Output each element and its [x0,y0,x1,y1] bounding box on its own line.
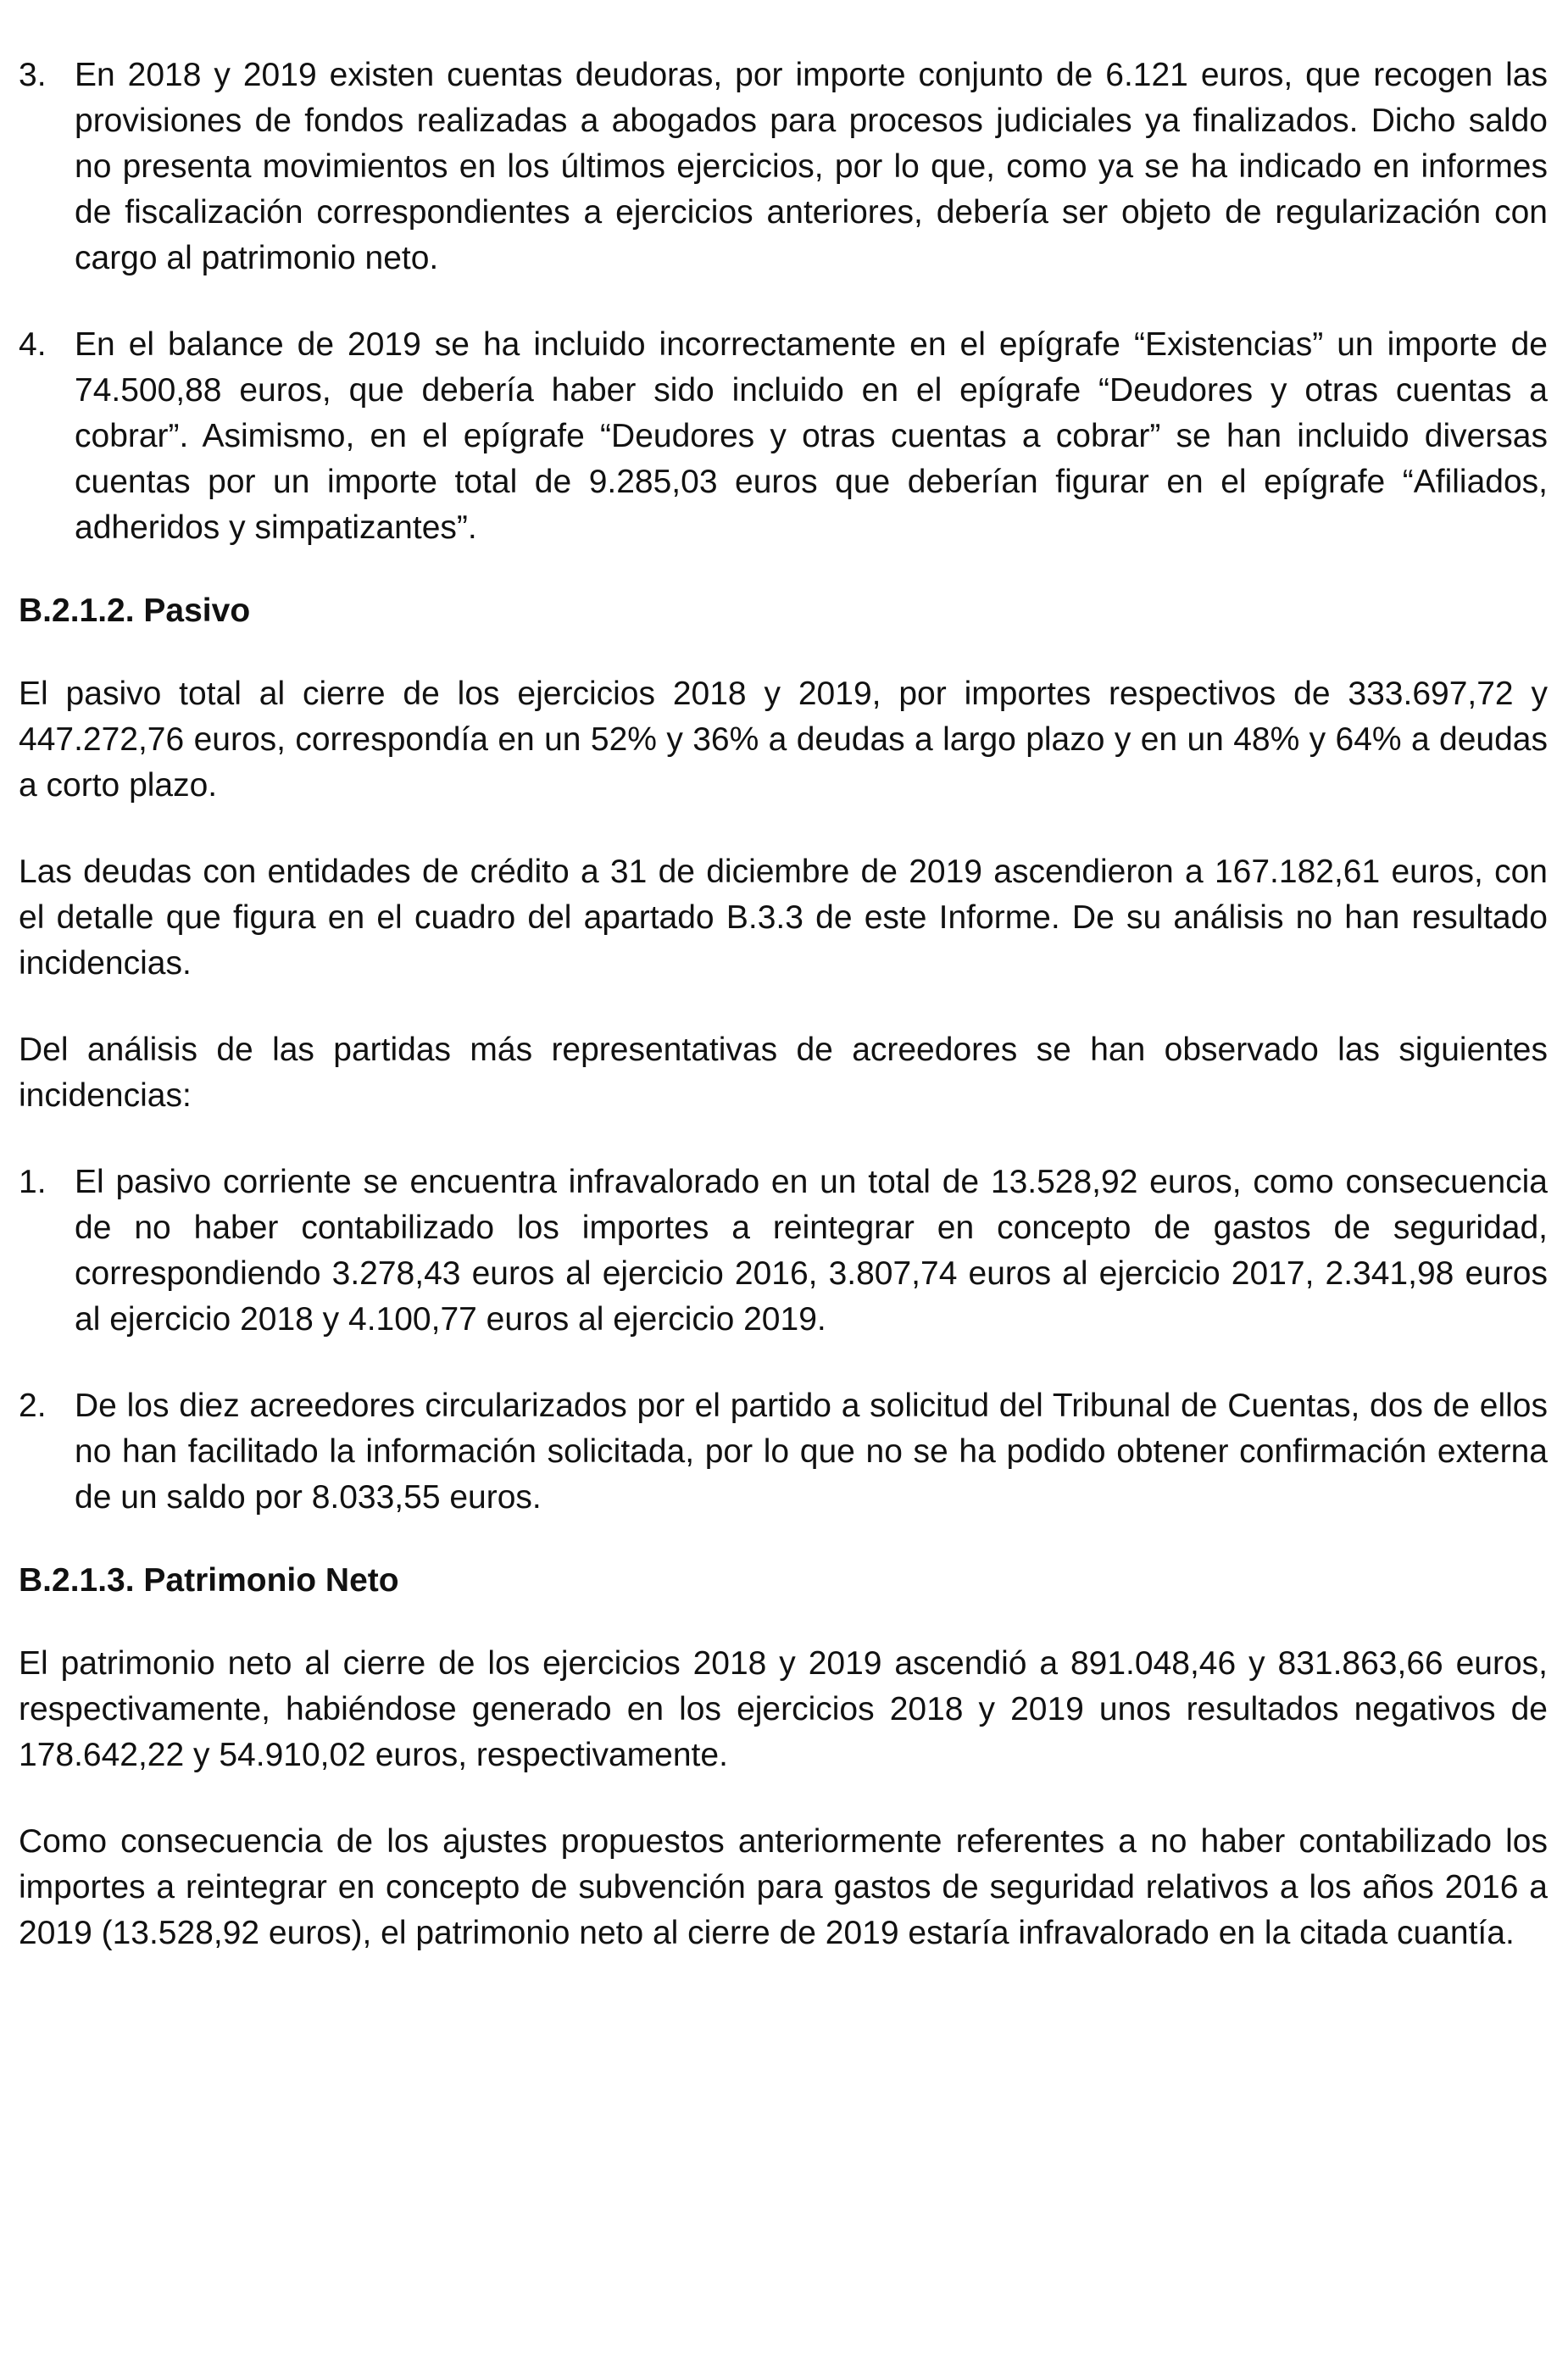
list-item [19,1383,1548,1521]
list-item [19,1160,1548,1343]
document-page [19,53,1548,1956]
list-item-text: En el balance de 2019 se ha incluido incorrectamente en el epígrafe “Existencias” un importe de 74.500,88 euros, que debería haber sido incluido en el epígrafe “Deudores y otras cuentas a cobrar”. Asimismo, en el epígrafe “Deudores y otras cuentas a cobrar” se han incluido diversas cuentas por un importe total de 9.285,03 euros que deberían figurar en el epígrafe “Afiliados, adheridos y simpatizantes”. [75,326,1548,546]
paragraph: Como consecuencia de los ajustes propuestos anteriormente referentes a no haber contabilizado los importes a reintegrar en concepto de subvención para gastos de seguridad relativos a los años 2016 a 2019 (13.528,92 euros), el patrimonio neto al cierre de 2019 estaría infravalorado en la citada cuantía. [19,1823,1548,1951]
list-item-number: 3. [19,57,47,93]
list-item [19,322,1548,551]
section-heading-patrimonio-neto: B.2.1.3. Patrimonio Neto [19,1562,399,1599]
paragraph: El pasivo total al cierre de los ejercicios 2018 y 2019, por importes respectivos de 333.697,72 y 447.272,76 euros, correspondía en un 52% y 36% a deudas a largo plazo y en un 48% y 64% a deudas a corto plazo. [19,676,1548,804]
list-item [19,53,1548,281]
list-item-number: 4. [19,326,47,363]
list-item-text: De los diez acreedores circularizados por el partido a solicitud del Tribunal de Cuentas, dos de ellos no han facilitado la información solicitada, por lo que no se ha podido obtener confirmación externa de un saldo por 8.033,55 euros. [75,1388,1548,1516]
list-item-text: En 2018 y 2019 existen cuentas deudoras, por importe conjunto de 6.121 euros, que recogen las provisiones de fondos realizadas a abogados para procesos judiciales ya finalizados. Dicho saldo no presenta movimientos en los últimos ejercicios, por lo que, como ya se ha indicado en informes de fiscalización correspondientes a ejercicios anteriores, debería ser objeto de regularización con cargo al patrimonio neto. [75,57,1548,276]
list-item-number: 1. [19,1164,47,1200]
paragraph: El patrimonio neto al cierre de los ejercicios 2018 y 2019 ascendió a 891.048,46 y 831.863,66 euros, respectivamente, habiéndose generado en los ejercicios 2018 y 2019 unos resultados negativos de 178.642,22 y 54.910,02 euros, respectivamente. [19,1645,1548,1773]
section-heading-pasivo: B.2.1.2. Pasivo [19,592,251,629]
paragraph: Las deudas con entidades de crédito a 31 de diciembre de 2019 ascendieron a 167.182,61 euros, con el detalle que figura en el cuadro del apartado B.3.3 de este Informe. De su análisis no han resultado incidencias. [19,854,1548,982]
list-item-text: El pasivo corriente se encuentra infravalorado en un total de 13.528,92 euros, como consecuencia de no haber contabilizado los importes a reintegrar en concepto de gastos de seguridad, correspondiendo 3.278,43 euros al ejercicio 2016, 3.807,74 euros al ejercicio 2017, 2.341,98 euros al ejercicio 2018 y 4.100,77 euros al ejercicio 2019. [75,1164,1548,1338]
paragraph: Del análisis de las partidas más representativas de acreedores se han observado las siguientes incidencias: [19,1032,1548,1114]
list-item-number: 2. [19,1388,47,1424]
